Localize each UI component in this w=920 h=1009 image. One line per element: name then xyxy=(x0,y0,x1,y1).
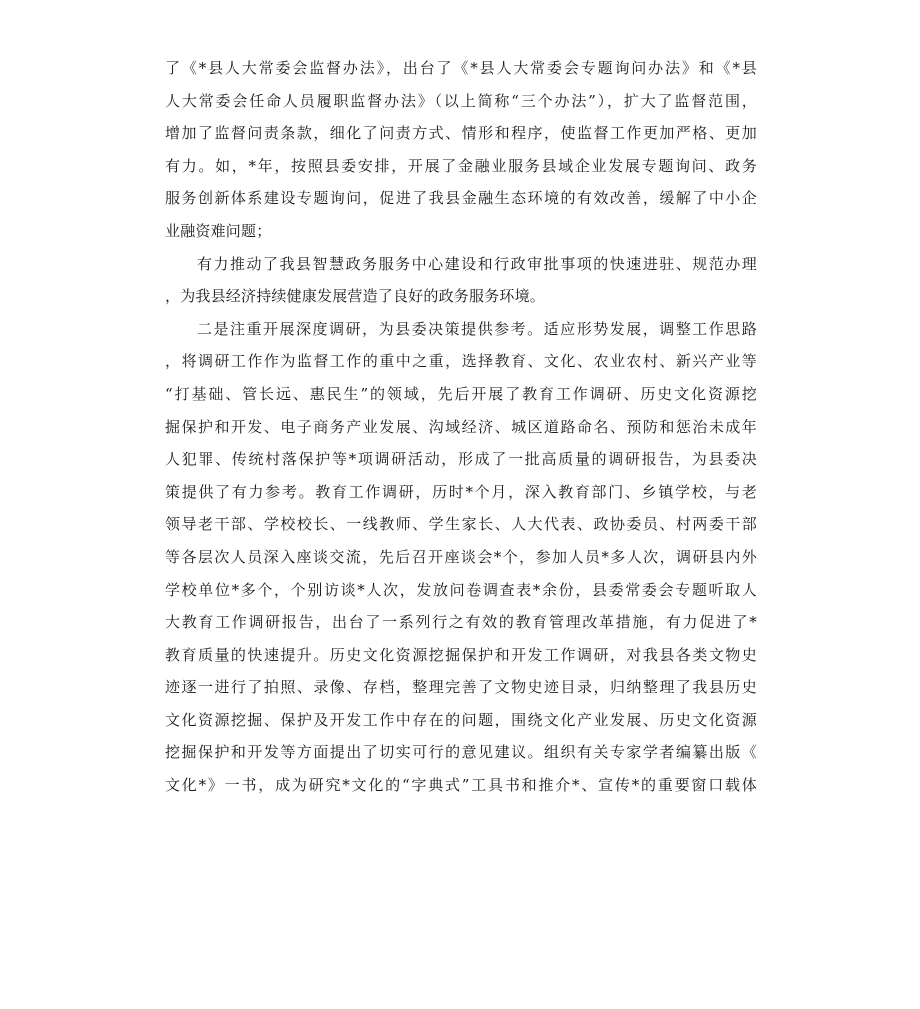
text-line: ，将调研工作作为监督工作的重中之重，选择教育、文化、农业农村、新兴产业等 xyxy=(165,352,757,371)
text-line: 学校单位*多个，个别访谈*人次，发放问卷调查表*余份，县委常委会专题听取人 xyxy=(165,580,757,599)
text-line: ，为我县经济持续健康发展营造了良好的政务服务环境。 xyxy=(165,287,546,306)
text-line: “打基础、管长远、惠民生”的领域，先后开展了教育工作调研、历史文化资源挖 xyxy=(165,384,757,403)
paragraph-first-line: 二是注重开展深度调研，为县委决策提供参考。适应形势发展，调整工作思路 xyxy=(197,319,757,338)
text-line: 了《*县人大常委会监督办法》，出台了《*县人大常委会专题询问办法》和《*县 xyxy=(165,59,757,77)
text-line: 教育质量的快速提升。历史文化资源挖掘保护和开发工作调研，对我县各类文物史 xyxy=(165,645,757,664)
text-line: 有力。如，*年，按照县委安排，开展了金融业服务县域企业发展专题询问、政务 xyxy=(165,156,757,175)
text-line: 领导老干部、学校校长、一线教师、学生家长、人大代表、政协委员、村两委干部 xyxy=(165,515,757,534)
text-line: 服务创新体系建设专题询问，促进了我县金融生态环境的有效改善，缓解了中小企 xyxy=(165,189,757,208)
text-line: 人犯罪、传统村落保护等*项调研活动，形成了一批高质量的调研报告，为县委决 xyxy=(165,450,757,469)
text-line: 文化资源挖掘、保护及开发工作中存在的问题，围绕文化产业发展、历史文化资源 xyxy=(165,710,757,729)
text-line: 增加了监督问责条款，细化了问责方式、情形和程序，使监督工作更加严格、更加 xyxy=(165,124,757,143)
text-line: 等各层次人员深入座谈交流，先后召开座谈会*个，参加人员*多人次，调研县内外 xyxy=(165,547,757,566)
text-line: 文化*》一书，成为研究*文化的“字典式”工具书和推介*、宣传*的重要窗口载体 xyxy=(165,776,757,795)
text-line: 策提供了有力参考。教育工作调研，历时*个月，深入教育部门、乡镇学校，与老 xyxy=(165,482,757,501)
text-line: 大教育工作调研报告，出台了一系列行之有效的教育管理改革措施，有力促进了* xyxy=(165,613,757,632)
text-line: 迹逐一进行了拍照、录像、存档，整理完善了文物史迹目录，归纳整理了我县历史 xyxy=(165,678,757,697)
text-line: 掘保护和开发、电子商务产业发展、沟域经济、城区道路命名、预防和惩治未成年 xyxy=(165,417,757,436)
paragraph-first-line: 有力推动了我县智慧政务服务中心建设和行政审批事项的快速进驻、规范办理 xyxy=(197,254,757,273)
text-line: 业融资难问题； xyxy=(165,221,272,240)
text-line: 人大常委会任命人员履职监督办法》（以上简称“三个办法”），扩大了监督范围， xyxy=(165,91,757,110)
text-line: 挖掘保护和开发等方面提出了切实可行的意见建议。组织有关专家学者编纂出版《 xyxy=(165,743,757,762)
document-body xyxy=(165,52,757,802)
